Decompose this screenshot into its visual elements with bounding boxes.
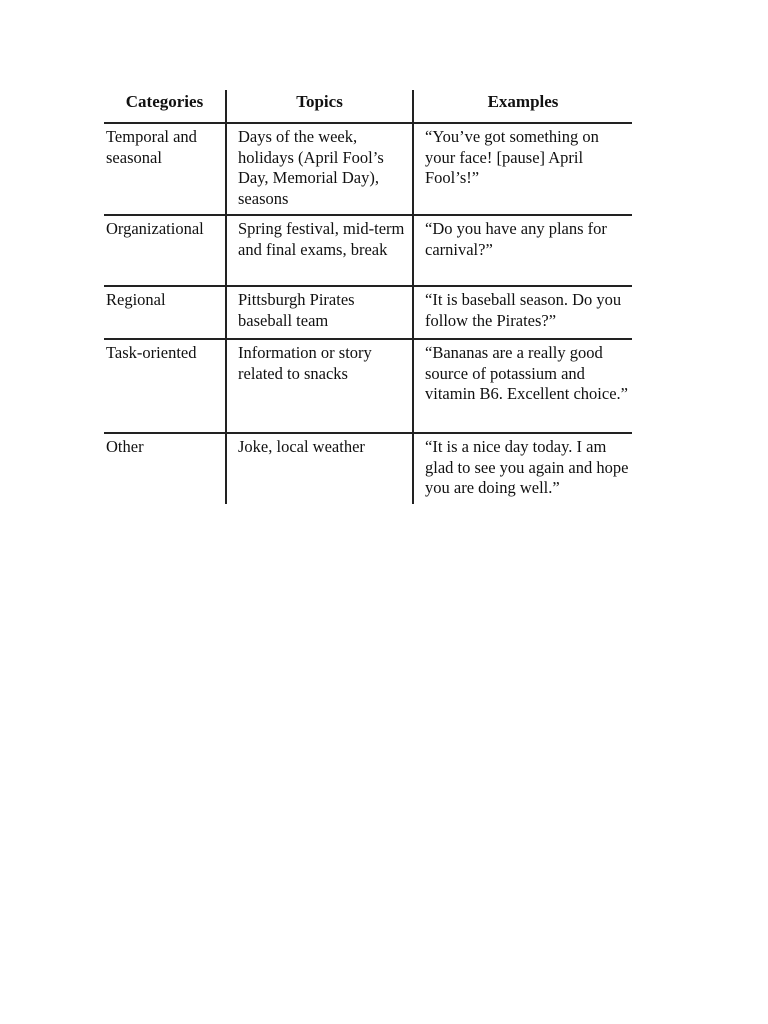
topics-cell: Days of the week, holidays (April Fool’s Day, Memorial Day), seasons xyxy=(226,123,413,215)
example-cell: “It is baseball season. Do you follow the Pirates?” xyxy=(413,286,632,339)
category-cell: Temporal and seasonal xyxy=(104,123,226,215)
example-cell: “Bananas are a really good source of potassium and vitamin B6. Excellent choice.” xyxy=(413,339,632,433)
topics-table xyxy=(104,90,632,504)
topics-cell: Spring festival, mid-term and final exams, break xyxy=(226,215,413,286)
topics-cell: Joke, local weather xyxy=(226,433,413,504)
header-topics: Topics xyxy=(226,90,413,123)
topics-table-container xyxy=(104,90,632,504)
category-cell: Regional xyxy=(104,286,226,339)
topics-cell: Pittsburgh Pirates baseball team xyxy=(226,286,413,339)
example-cell: “It is a nice day today. I am glad to see you again and hope you are doing well.” xyxy=(413,433,632,504)
table-row xyxy=(104,286,632,339)
table-row xyxy=(104,123,632,215)
table-row xyxy=(104,339,632,433)
table-row xyxy=(104,215,632,286)
header-examples: Examples xyxy=(413,90,632,123)
header-categories: Categories xyxy=(104,90,226,123)
table-row xyxy=(104,433,632,504)
category-cell: Other xyxy=(106,437,144,456)
topics-cell: Information or story related to snacks xyxy=(226,339,413,433)
example-cell: “Do you have any plans for carnival?” xyxy=(413,215,632,286)
category-cell: Organizational xyxy=(104,215,226,286)
table-header-row xyxy=(104,90,632,123)
example-cell: “You’ve got something on your face! [pause] April Fool’s!” xyxy=(413,123,632,215)
category-cell: Task-oriented xyxy=(104,339,226,433)
